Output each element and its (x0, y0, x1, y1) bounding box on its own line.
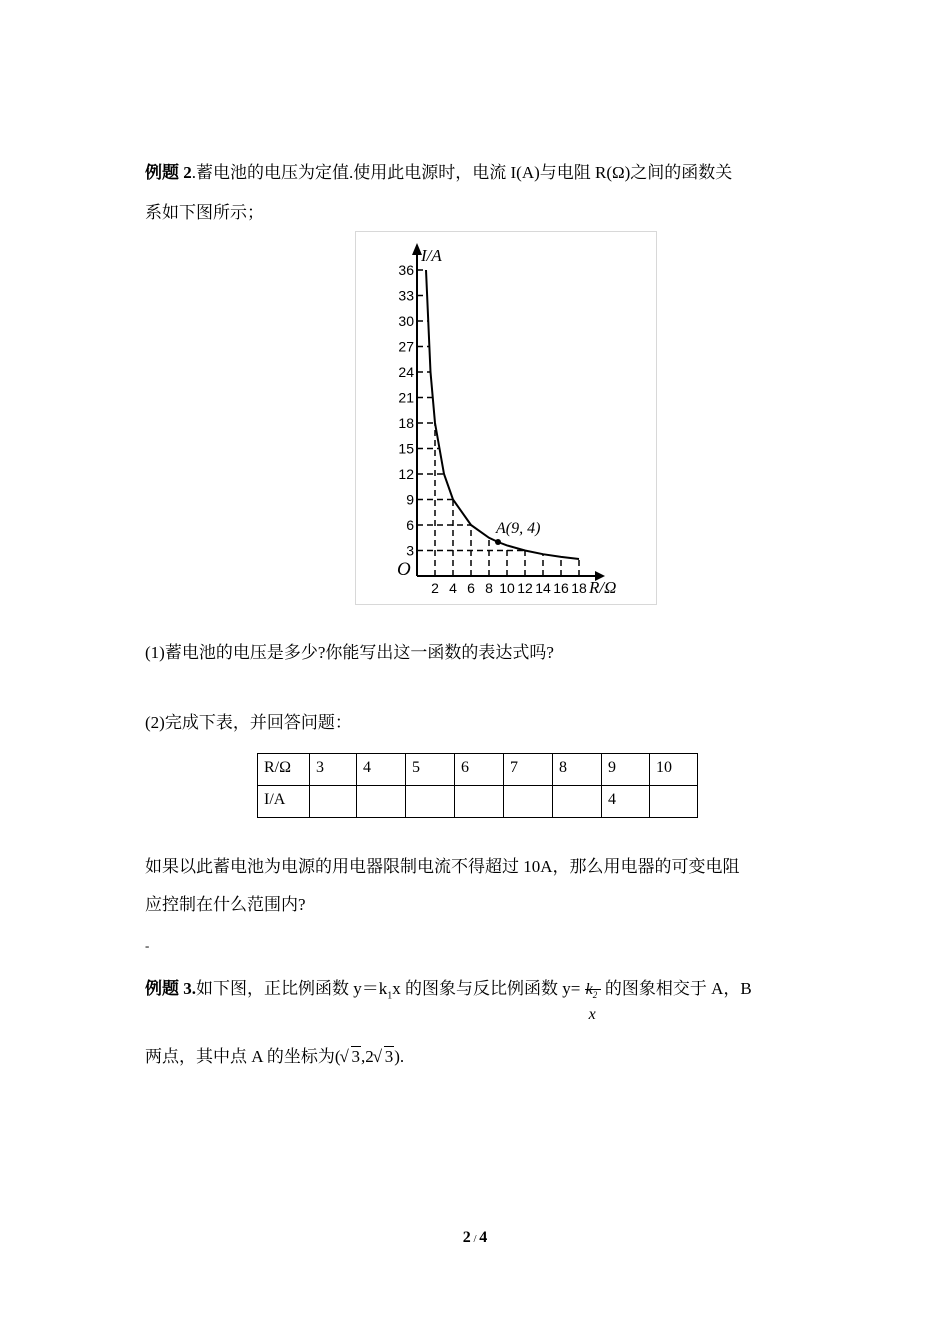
y-tick-label: 9 (406, 491, 414, 508)
page-total: 4 (479, 1229, 488, 1246)
follow-up-line1: 如果以此蓄电池为电源的用电器限制电流不得超过 10A，那么用电器的可变电阻 (145, 857, 740, 876)
table-cell: 4 (357, 754, 406, 786)
x-tick-label: 6 (467, 580, 475, 596)
fraction-denominator: x (588, 1006, 596, 1024)
fraction-bar (585, 989, 601, 990)
page-footer (0, 1229, 950, 1247)
table-cell: 10 (650, 754, 698, 786)
sqrt-expression (341, 1046, 362, 1068)
sqrt-expression (374, 1046, 395, 1068)
page-number: 2 (462, 1229, 471, 1246)
y-tick-label: 33 (398, 287, 414, 304)
y-tick-label: 27 (398, 338, 414, 355)
example3-text-c: 的图象相交于 A，B (604, 979, 752, 998)
current-resistance-graph (355, 231, 657, 605)
y-tick-label: 18 (398, 415, 414, 431)
y-tick-label: 6 (406, 517, 414, 533)
table-cell (650, 786, 698, 818)
table-cell (553, 786, 602, 818)
x-tick-label: 4 (449, 580, 457, 596)
table-cell (455, 786, 504, 818)
table-cell (310, 786, 357, 818)
example3-line2-a: 两点，其中点 A 的坐标为( (145, 1047, 341, 1066)
sqrt-radicand: 3 (384, 1047, 394, 1066)
k2-over-x-fraction (585, 967, 601, 1024)
x-axis-label: R/Ω (589, 578, 617, 597)
example2-line2: 系如下图所示； (145, 203, 264, 222)
example2-line1 (145, 162, 732, 184)
table-cell (406, 786, 455, 818)
y-axis-label: I/A (421, 246, 442, 265)
x-tick-label: 2 (431, 580, 439, 596)
point-a-marker (495, 539, 501, 545)
origin-label: O (397, 559, 411, 580)
question-2: (2)完成下表，并回答问题： (145, 713, 352, 732)
example3-line1 (145, 966, 752, 1024)
x-tick-label: 14 (535, 580, 551, 596)
table-row-header: I/A (258, 786, 310, 818)
table-cell: 8 (553, 754, 602, 786)
y-tick-label: 36 (398, 262, 414, 278)
y-tick-label: 15 (398, 440, 414, 457)
table-cell (357, 786, 406, 818)
example2-text: .蓄电池的电压为定值.使用此电源时，电流 I(A)与电阻 R(Ω)之间的函数关 (191, 163, 733, 182)
k1-subscript: 1 (387, 990, 393, 1002)
example3-text-a: 如下图，正比例函数 y＝k (196, 979, 388, 998)
y-tick-label: 30 (398, 313, 414, 329)
y-tick-label: 21 (398, 389, 414, 406)
x-tick-label: 10 (499, 580, 515, 596)
example2-label: 例题 2 (145, 163, 192, 182)
dash-mark: - (145, 938, 150, 953)
point-a-label: A(9, 4) (496, 520, 541, 537)
example3-text-b: x 的图象与反比例函数 y= (392, 979, 581, 998)
x-tick-label: 16 (553, 580, 569, 596)
x-tick-label: 8 (485, 580, 493, 596)
table-cell: 7 (504, 754, 553, 786)
y-tick-label: 24 (398, 364, 414, 380)
table-cell: 4 (602, 786, 650, 818)
example3-line2-b: ,2 (361, 1047, 374, 1066)
table-cell: 3 (310, 754, 357, 786)
example3-line2-c: ). (394, 1047, 405, 1066)
table-row-header: R/Ω (258, 754, 310, 786)
table-cell: 6 (455, 754, 504, 786)
fraction-numerator-subscript: 2 (592, 990, 598, 1001)
follow-up-line2: 应控制在什么范围内? (145, 895, 306, 914)
page-separator: / (470, 1233, 480, 1245)
sqrt-radicand: 3 (351, 1047, 360, 1066)
x-tick-label: 12 (517, 580, 533, 596)
question-1: (1)蓄电池的电压是多少?你能写出这一函数的表达式吗? (145, 643, 554, 662)
example3-line2 (145, 1046, 404, 1068)
table-cell: 5 (406, 754, 455, 786)
example3-label: 例题 3. (145, 979, 196, 998)
table-cell: 9 (602, 754, 650, 786)
y-tick-label: 12 (398, 466, 414, 482)
table-cell (504, 786, 553, 818)
y-tick-label: 3 (406, 542, 414, 559)
fraction-numerator-k: k (585, 981, 593, 999)
x-tick-label: 18 (571, 580, 587, 596)
table-row-resistance (258, 754, 698, 786)
table-row-current (258, 786, 698, 818)
resistance-current-table (257, 753, 698, 818)
x-tick-labels (431, 580, 587, 596)
